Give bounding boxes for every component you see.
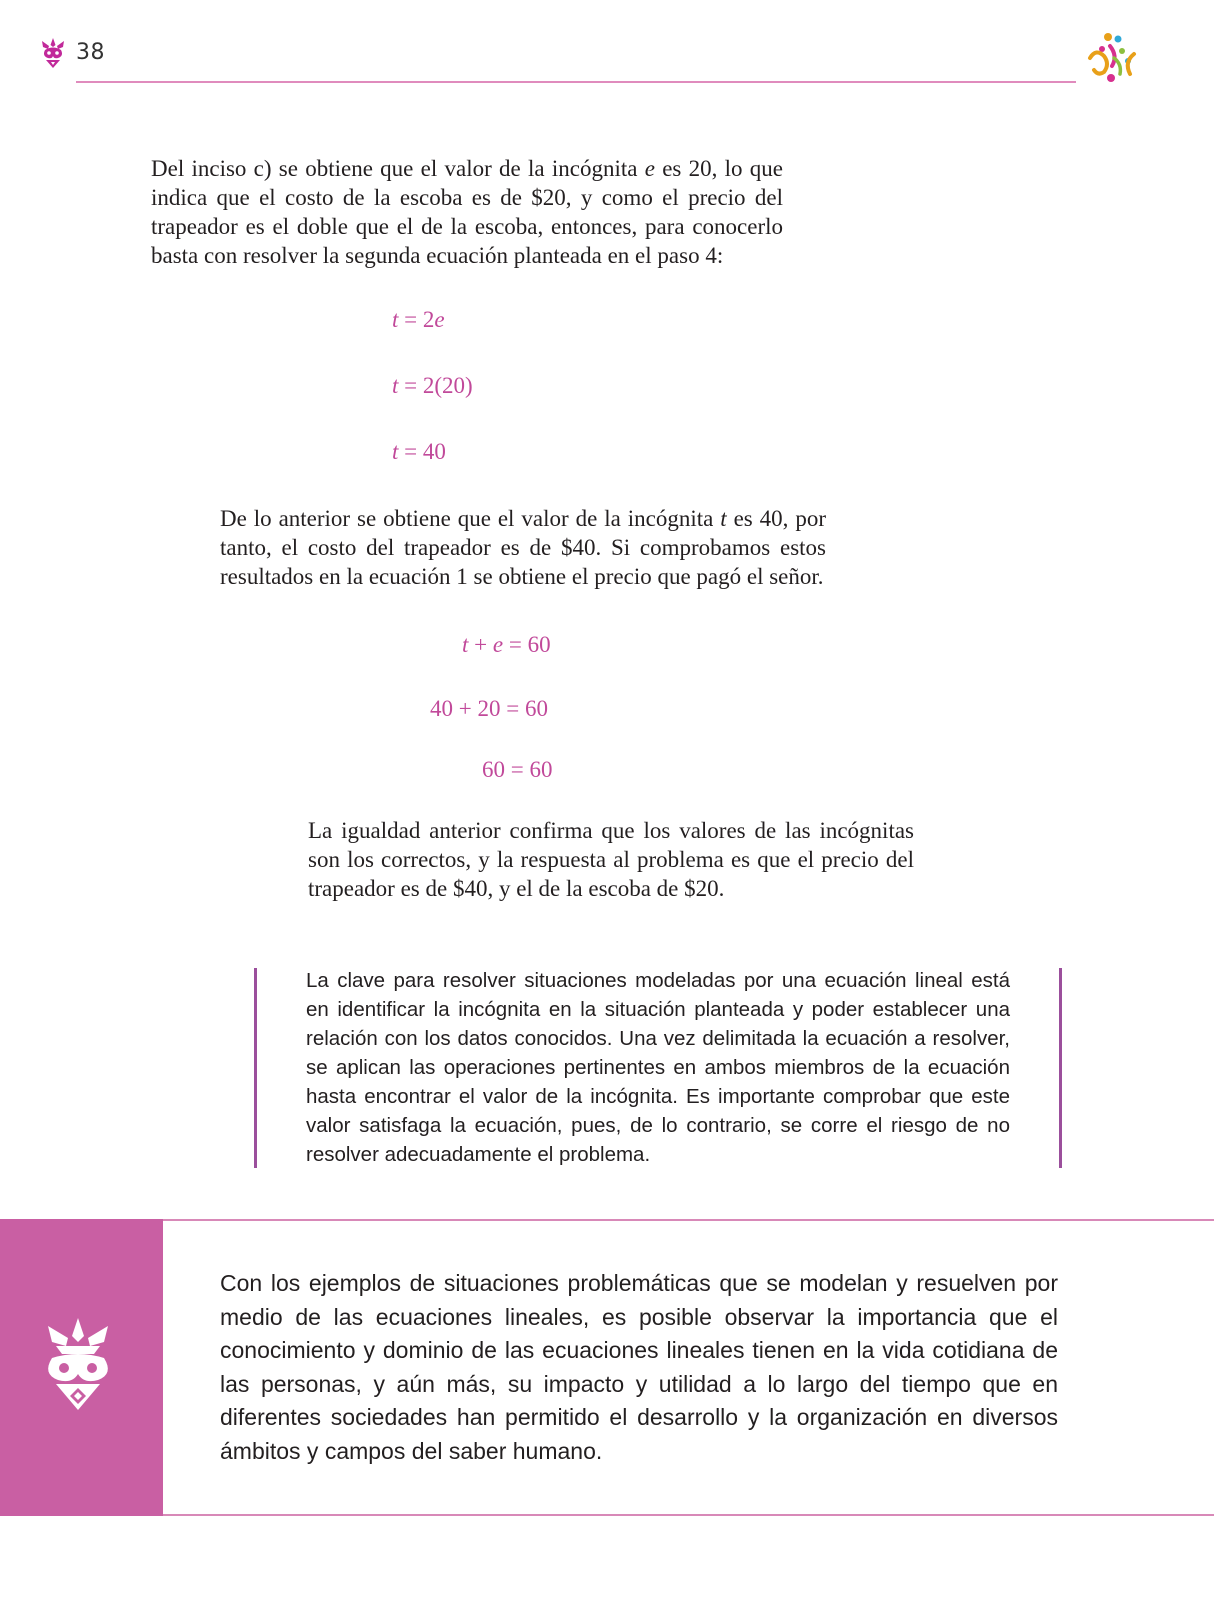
note-box-right-border <box>1059 968 1062 1168</box>
flower-ornament-icon <box>40 38 66 68</box>
equation-60-60: 60 = 60 <box>482 757 553 782</box>
paragraph-3: La igualdad anterior confirma que los valores de las incógnitas son los correctos, y la respuesta al problema es que el precio del trapeador es de $40, y el de la escoba de $20. <box>308 818 914 901</box>
eq-var-e: e <box>492 632 504 657</box>
paragraph-1-text-a: Del inciso c) se obtiene que el valor de la incógnita <box>151 156 645 181</box>
variable-t: t <box>720 506 727 531</box>
eq-var: t <box>392 307 399 332</box>
equation-t-2-20 <box>392 373 473 399</box>
eq-rest: = 2(20) <box>398 373 473 398</box>
equation-40-plus-20: 40 + 20 = 60 <box>430 696 548 721</box>
footer-band-text: Con los ejemplos de situaciones problemáticas que se modelan y resuelven por medio de las ecuaciones lineales, es posible observar la importancia que el conocimiento y dominio de las ecuaciones lineales tienen en la vida cotidiana de las personas, y aún más, su impacto y utilidad a lo largo del tiempo que en diferentes sociedades han permitido el desarrollo y la organización en diversos ámbitos y campos del saber humano. <box>220 1270 1058 1464</box>
footer-band-top-rule <box>163 1219 1214 1221</box>
equation-t-40 <box>392 439 446 465</box>
paragraph-2 <box>220 504 826 591</box>
paragraph-1-text-b: es 20, lo que indica que el costo de la escoba es de $20, y como el precio del trapeador es el doble que el de la escoba, entonces, para conocerlo basta con resolver la segunda ecuación planteada en el paso 4: <box>151 156 783 268</box>
eq-var: t <box>392 439 399 464</box>
equation-t-plus-e-60 <box>462 632 551 658</box>
variable-e: e <box>644 156 655 181</box>
equation-t-2e <box>392 307 445 333</box>
eq-var: t <box>392 373 399 398</box>
footer-band-bottom-rule <box>163 1514 1214 1516</box>
eq-rest: = 40 <box>398 439 446 464</box>
colorful-dancers-logo-icon <box>1084 32 1140 84</box>
eq-rest: = 2 <box>398 307 435 332</box>
header-rule <box>76 81 1076 83</box>
eq-var2: e <box>434 307 445 332</box>
note-box-text: La clave para resolver situaciones modeladas por una ecuación lineal está en identificar la incógnita en la situación planteada y poder establecer una relación con los datos conocidos. Una vez delimitada la ecuación a resolver, se aplican las operaciones pertinentes en ambos miembros de la ecuación hasta encontrar el valor de la incógnita. Es importante comprobar que este valor satisfaga la ecuación, pues, de lo contrario, se corre el riesgo de no resolver adecuadamente el problema. <box>306 969 1010 1166</box>
paragraph-1 <box>151 154 783 270</box>
note-box-left-border <box>254 968 257 1168</box>
eq-plus: + <box>468 632 493 657</box>
eq-rest: = 60 <box>503 632 551 657</box>
page-number: 38 <box>76 40 105 65</box>
eq-var-t: t <box>462 632 469 657</box>
paragraph-2-text-a: De lo anterior se obtiene que el valor de la incógnita <box>220 506 721 531</box>
paragraph-2-text-b: es 40, por tanto, el costo del trapeador es de $40. Si comprobamos estos resultados en la ecuación 1 se obtiene el precio que pagó el señor. <box>220 506 826 589</box>
flower-ornament-icon <box>42 1318 114 1410</box>
